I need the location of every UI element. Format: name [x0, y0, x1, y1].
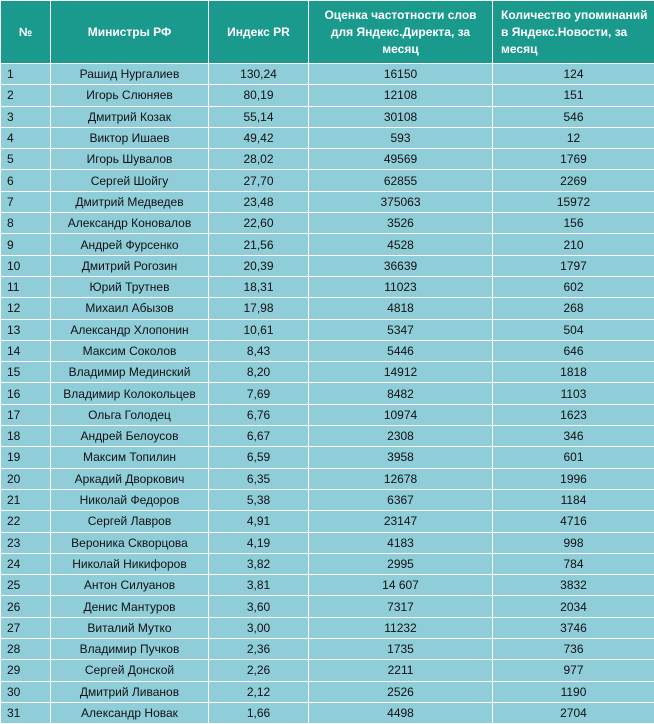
cell-pr-index: 2,36 [209, 639, 309, 660]
table-row [1, 681, 654, 702]
cell-news-mentions: 601 [493, 447, 654, 468]
cell-pr-index: 8,20 [209, 362, 309, 383]
table-row [1, 64, 654, 85]
cell-rank: 26 [1, 596, 51, 617]
cell-direct-frequency: 12678 [309, 468, 493, 489]
cell-minister-name: Максим Соколов [51, 340, 209, 361]
cell-pr-index: 2,12 [209, 681, 309, 702]
cell-minister-name: Николай Федоров [51, 489, 209, 510]
cell-pr-index: 6,59 [209, 447, 309, 468]
table-row [1, 596, 654, 617]
table-row [1, 617, 654, 638]
cell-news-mentions: 504 [493, 319, 654, 340]
cell-rank: 1 [1, 64, 51, 85]
cell-news-mentions: 784 [493, 553, 654, 574]
cell-direct-frequency: 10974 [309, 404, 493, 425]
header-yandex-direct: Оценка частотности слов для Яндекс.Директа, за месяц [309, 1, 493, 64]
cell-pr-index: 49,42 [209, 127, 309, 148]
cell-news-mentions: 1184 [493, 489, 654, 510]
cell-pr-index: 2,26 [209, 660, 309, 681]
cell-news-mentions: 268 [493, 298, 654, 319]
cell-news-mentions: 3746 [493, 617, 654, 638]
cell-minister-name: Владимир Мединский [51, 362, 209, 383]
table-row [1, 234, 654, 255]
cell-direct-frequency: 4528 [309, 234, 493, 255]
cell-minister-name: Александр Новак [51, 702, 209, 723]
cell-direct-frequency: 23147 [309, 511, 493, 532]
table-row [1, 511, 654, 532]
cell-minister-name: Аркадий Дворкович [51, 468, 209, 489]
table-row [1, 553, 654, 574]
cell-pr-index: 20,39 [209, 255, 309, 276]
cell-pr-index: 27,70 [209, 170, 309, 191]
cell-rank: 22 [1, 511, 51, 532]
cell-news-mentions: 977 [493, 660, 654, 681]
cell-rank: 13 [1, 319, 51, 340]
cell-news-mentions: 998 [493, 532, 654, 553]
cell-direct-frequency: 7317 [309, 596, 493, 617]
table-row [1, 575, 654, 596]
cell-rank: 27 [1, 617, 51, 638]
cell-rank: 19 [1, 447, 51, 468]
cell-news-mentions: 1797 [493, 255, 654, 276]
cell-minister-name: Дмитрий Рогозин [51, 255, 209, 276]
table-row [1, 468, 654, 489]
table-row [1, 255, 654, 276]
cell-news-mentions: 646 [493, 340, 654, 361]
cell-rank: 17 [1, 404, 51, 425]
cell-pr-index: 6,76 [209, 404, 309, 425]
cell-pr-index: 3,00 [209, 617, 309, 638]
cell-minister-name: Сергей Шойгу [51, 170, 209, 191]
cell-rank: 12 [1, 298, 51, 319]
cell-news-mentions: 1996 [493, 468, 654, 489]
cell-minister-name: Владимир Колокольцев [51, 383, 209, 404]
cell-news-mentions: 1818 [493, 362, 654, 383]
table-row [1, 426, 654, 447]
cell-news-mentions: 2704 [493, 702, 654, 723]
cell-direct-frequency: 12108 [309, 85, 493, 106]
cell-pr-index: 55,14 [209, 106, 309, 127]
cell-direct-frequency: 14 607 [309, 575, 493, 596]
cell-pr-index: 8,43 [209, 340, 309, 361]
cell-pr-index: 6,67 [209, 426, 309, 447]
cell-rank: 18 [1, 426, 51, 447]
cell-minister-name: Александр Коновалов [51, 213, 209, 234]
cell-minister-name: Ольга Голодец [51, 404, 209, 425]
cell-pr-index: 23,48 [209, 191, 309, 212]
cell-direct-frequency: 3526 [309, 213, 493, 234]
cell-direct-frequency: 593 [309, 127, 493, 148]
cell-direct-frequency: 2526 [309, 681, 493, 702]
table-row [1, 362, 654, 383]
cell-minister-name: Рашид Нургалиев [51, 64, 209, 85]
cell-pr-index: 18,31 [209, 276, 309, 297]
table-row [1, 447, 654, 468]
cell-news-mentions: 124 [493, 64, 654, 85]
cell-direct-frequency: 3958 [309, 447, 493, 468]
cell-direct-frequency: 30108 [309, 106, 493, 127]
cell-rank: 23 [1, 532, 51, 553]
cell-news-mentions: 12 [493, 127, 654, 148]
cell-news-mentions: 3832 [493, 575, 654, 596]
cell-rank: 30 [1, 681, 51, 702]
cell-pr-index: 80,19 [209, 85, 309, 106]
cell-rank: 28 [1, 639, 51, 660]
table-row [1, 404, 654, 425]
table-body [1, 64, 654, 724]
cell-direct-frequency: 8482 [309, 383, 493, 404]
cell-minister-name: Дмитрий Козак [51, 106, 209, 127]
table-row [1, 298, 654, 319]
cell-rank: 7 [1, 191, 51, 212]
cell-rank: 21 [1, 489, 51, 510]
cell-minister-name: Антон Силуанов [51, 575, 209, 596]
cell-pr-index: 130,24 [209, 64, 309, 85]
cell-news-mentions: 1190 [493, 681, 654, 702]
cell-direct-frequency: 16150 [309, 64, 493, 85]
cell-rank: 5 [1, 149, 51, 170]
table-row [1, 383, 654, 404]
cell-pr-index: 4,91 [209, 511, 309, 532]
cell-news-mentions: 546 [493, 106, 654, 127]
cell-direct-frequency: 62855 [309, 170, 493, 191]
cell-minister-name: Игорь Шувалов [51, 149, 209, 170]
cell-minister-name: Дмитрий Ливанов [51, 681, 209, 702]
cell-minister-name: Андрей Фурсенко [51, 234, 209, 255]
cell-minister-name: Игорь Слюняев [51, 85, 209, 106]
cell-news-mentions: 151 [493, 85, 654, 106]
cell-minister-name: Максим Топилин [51, 447, 209, 468]
table-row [1, 639, 654, 660]
table-row [1, 85, 654, 106]
cell-minister-name: Вероника Скворцова [51, 532, 209, 553]
table-row [1, 532, 654, 553]
cell-minister-name: Виктор Ишаев [51, 127, 209, 148]
cell-direct-frequency: 11023 [309, 276, 493, 297]
table-row [1, 489, 654, 510]
cell-news-mentions: 1103 [493, 383, 654, 404]
cell-pr-index: 3,81 [209, 575, 309, 596]
cell-direct-frequency: 4818 [309, 298, 493, 319]
cell-minister-name: Юрий Трутнев [51, 276, 209, 297]
cell-minister-name: Сергей Донской [51, 660, 209, 681]
cell-news-mentions: 15972 [493, 191, 654, 212]
cell-direct-frequency: 4498 [309, 702, 493, 723]
cell-minister-name: Николай Никифоров [51, 553, 209, 574]
cell-minister-name: Александр Хлопонин [51, 319, 209, 340]
cell-direct-frequency: 2308 [309, 426, 493, 447]
cell-pr-index: 22,60 [209, 213, 309, 234]
cell-news-mentions: 1623 [493, 404, 654, 425]
header-ministers: Министры РФ [51, 1, 209, 64]
header-pr-index: Индекс PR [209, 1, 309, 64]
cell-direct-frequency: 6367 [309, 489, 493, 510]
cell-direct-frequency: 5347 [309, 319, 493, 340]
cell-pr-index: 5,38 [209, 489, 309, 510]
cell-pr-index: 6,35 [209, 468, 309, 489]
cell-minister-name: Андрей Белоусов [51, 426, 209, 447]
cell-rank: 16 [1, 383, 51, 404]
cell-minister-name: Денис Мантуров [51, 596, 209, 617]
cell-direct-frequency: 4183 [309, 532, 493, 553]
cell-direct-frequency: 49569 [309, 149, 493, 170]
cell-minister-name: Владимир Пучков [51, 639, 209, 660]
cell-rank: 31 [1, 702, 51, 723]
cell-direct-frequency: 5446 [309, 340, 493, 361]
cell-rank: 25 [1, 575, 51, 596]
cell-pr-index: 17,98 [209, 298, 309, 319]
cell-news-mentions: 156 [493, 213, 654, 234]
cell-rank: 14 [1, 340, 51, 361]
table-row [1, 127, 654, 148]
cell-rank: 15 [1, 362, 51, 383]
table-row [1, 106, 654, 127]
cell-rank: 24 [1, 553, 51, 574]
header-number: № [1, 1, 51, 64]
cell-direct-frequency: 36639 [309, 255, 493, 276]
cell-pr-index: 1,66 [209, 702, 309, 723]
cell-pr-index: 7,69 [209, 383, 309, 404]
cell-news-mentions: 210 [493, 234, 654, 255]
header-yandex-news: Количество упоминаний в Яндекс.Новости, за месяц [493, 1, 654, 64]
cell-news-mentions: 2269 [493, 170, 654, 191]
cell-rank: 6 [1, 170, 51, 191]
table-row [1, 319, 654, 340]
cell-pr-index: 3,60 [209, 596, 309, 617]
cell-pr-index: 10,61 [209, 319, 309, 340]
cell-pr-index: 21,56 [209, 234, 309, 255]
table-row [1, 170, 654, 191]
cell-rank: 11 [1, 276, 51, 297]
cell-rank: 2 [1, 85, 51, 106]
cell-rank: 3 [1, 106, 51, 127]
cell-direct-frequency: 2211 [309, 660, 493, 681]
cell-direct-frequency: 2995 [309, 553, 493, 574]
table-row [1, 213, 654, 234]
cell-rank: 29 [1, 660, 51, 681]
cell-news-mentions: 4716 [493, 511, 654, 532]
cell-news-mentions: 2034 [493, 596, 654, 617]
header-row [1, 1, 654, 64]
cell-minister-name: Дмитрий Медведев [51, 191, 209, 212]
cell-minister-name: Сергей Лавров [51, 511, 209, 532]
table-row [1, 276, 654, 297]
cell-rank: 10 [1, 255, 51, 276]
cell-direct-frequency: 1735 [309, 639, 493, 660]
cell-pr-index: 3,82 [209, 553, 309, 574]
cell-rank: 4 [1, 127, 51, 148]
table-row [1, 191, 654, 212]
table-row [1, 340, 654, 361]
table-row [1, 660, 654, 681]
table-row [1, 149, 654, 170]
cell-news-mentions: 346 [493, 426, 654, 447]
cell-minister-name: Виталий Мутко [51, 617, 209, 638]
cell-minister-name: Михаил Абызов [51, 298, 209, 319]
cell-news-mentions: 736 [493, 639, 654, 660]
cell-rank: 20 [1, 468, 51, 489]
cell-news-mentions: 1769 [493, 149, 654, 170]
cell-rank: 8 [1, 213, 51, 234]
cell-pr-index: 28,02 [209, 149, 309, 170]
cell-direct-frequency: 375063 [309, 191, 493, 212]
cell-pr-index: 4,19 [209, 532, 309, 553]
table-header [1, 1, 654, 64]
cell-direct-frequency: 14912 [309, 362, 493, 383]
cell-news-mentions: 602 [493, 276, 654, 297]
cell-direct-frequency: 11232 [309, 617, 493, 638]
cell-rank: 9 [1, 234, 51, 255]
